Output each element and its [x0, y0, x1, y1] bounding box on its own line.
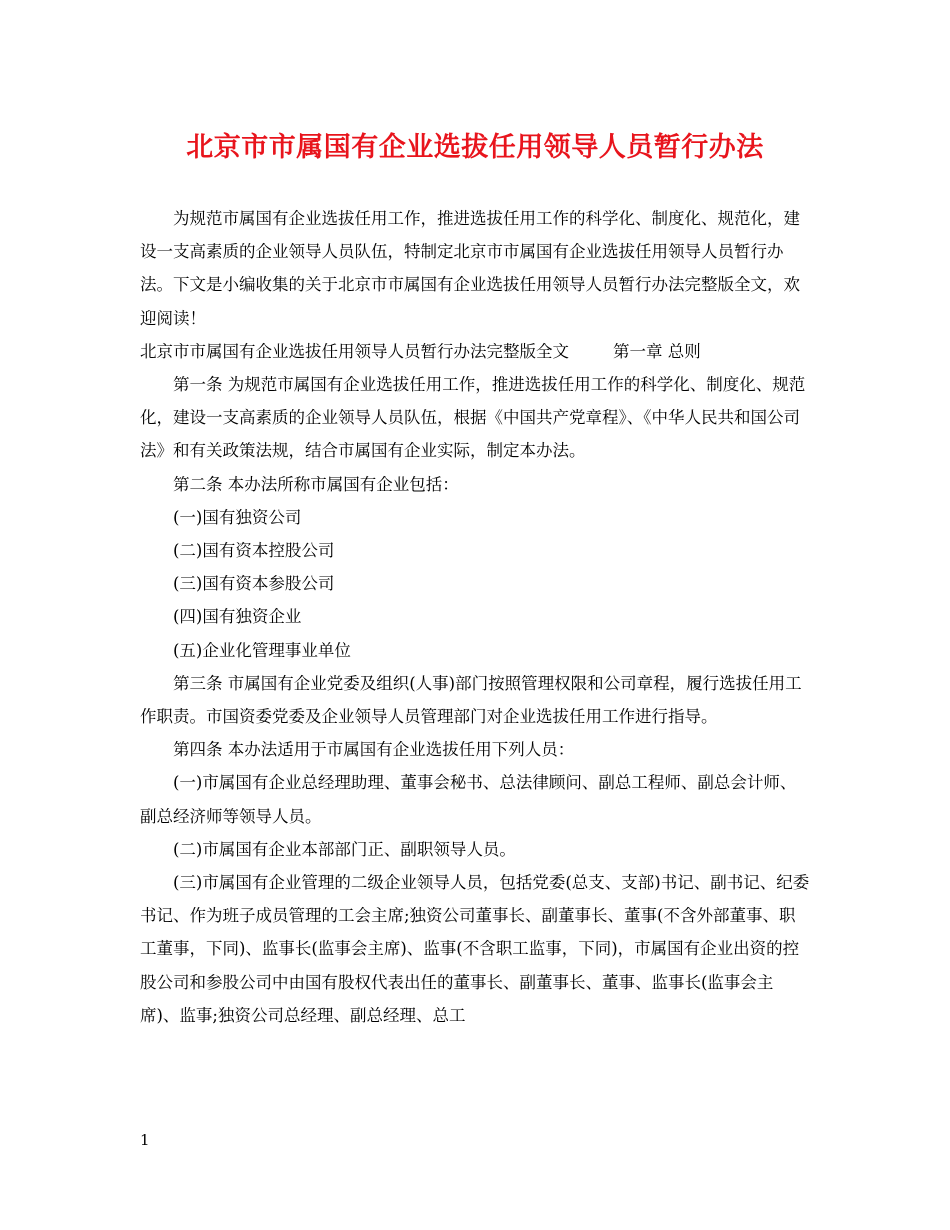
fulltext-heading: 北京市市属国有企业选拔任用领导人员暂行办法完整版全文: [140, 341, 569, 361]
fulltext-heading-line: [140, 335, 810, 368]
article-4: 第四条 本办法适用于市属国有企业选拔任用下列人员：: [173, 740, 575, 760]
article-2: 第二条 本办法所称市属国有企业包括：: [173, 474, 459, 494]
document-title: 北京市市属国有企业选拔任用领导人员暂行办法: [186, 132, 764, 163]
article-4-item: (二)市属国有企业本部部门正、副职领导人员。: [173, 839, 516, 859]
article-2-item: (五)企业化管理事业单位: [173, 640, 351, 660]
page-number: 1: [140, 1131, 150, 1149]
intro-paragraph: 为规范市属国有企业选拔任用工作，推进选拔任用工作的科学化、制度化、规范化，建设一支高素质的企业领导人员队伍，特制定北京市市属国有企业选拔任用领导人员暂行办法。下文是小编收集的关于北京市市属国有企业选拔任用领导人员暂行办法完整版全文，欢迎阅读！: [140, 209, 800, 328]
document-body: [140, 202, 810, 1032]
article-2-item: (四)国有独资企业: [173, 607, 302, 627]
article-2-item: (三)国有资本参股公司: [173, 574, 335, 594]
article-3: 第三条 市属国有企业党委及组织(人事)部门按照管理权限和公司章程，履行选拔任用工作职责。市国资委党委及企业领导人员管理部门对企业选拔任用工作进行指导。: [140, 673, 802, 727]
article-2-item: (二)国有资本控股公司: [173, 541, 335, 561]
article-1: 第一条 为规范市属国有企业选拔任用工作，推进选拔任用工作的科学化、制度化、规范化，建设一支高素质的企业领导人员队伍，根据《中国共产党章程》、《中华人民共和国公司法》和有关政策法规，结合市属国有企业实际，制定本办法。: [140, 375, 806, 461]
article-4-item: (三)市属国有企业管理的二级企业领导人员，包括党委(总支、支部)书记、副书记、纪委书记、作为班子成员管理的工会主席;独资公司董事长、副董事长、董事(不含外部董事、职工董事，下同)、监事长(监事会主席)、监事(不含职工监事，下同)，市属国有企业出资的控股公司和参股公司中由国有股权代表出任的董事长、副董事长、董事、监事长(监事会主席)、监事;独资公司总经理、副总经理、总工: [140, 873, 810, 1025]
article-4-item: (一)市属国有企业总经理助理、董事会秘书、总法律顾问、副总工程师、副总会计师、副总经济师等领导人员。: [140, 773, 797, 826]
article-2-item: (一)国有独资公司: [173, 507, 302, 527]
chapter-heading: 第一章 总则: [613, 341, 701, 361]
